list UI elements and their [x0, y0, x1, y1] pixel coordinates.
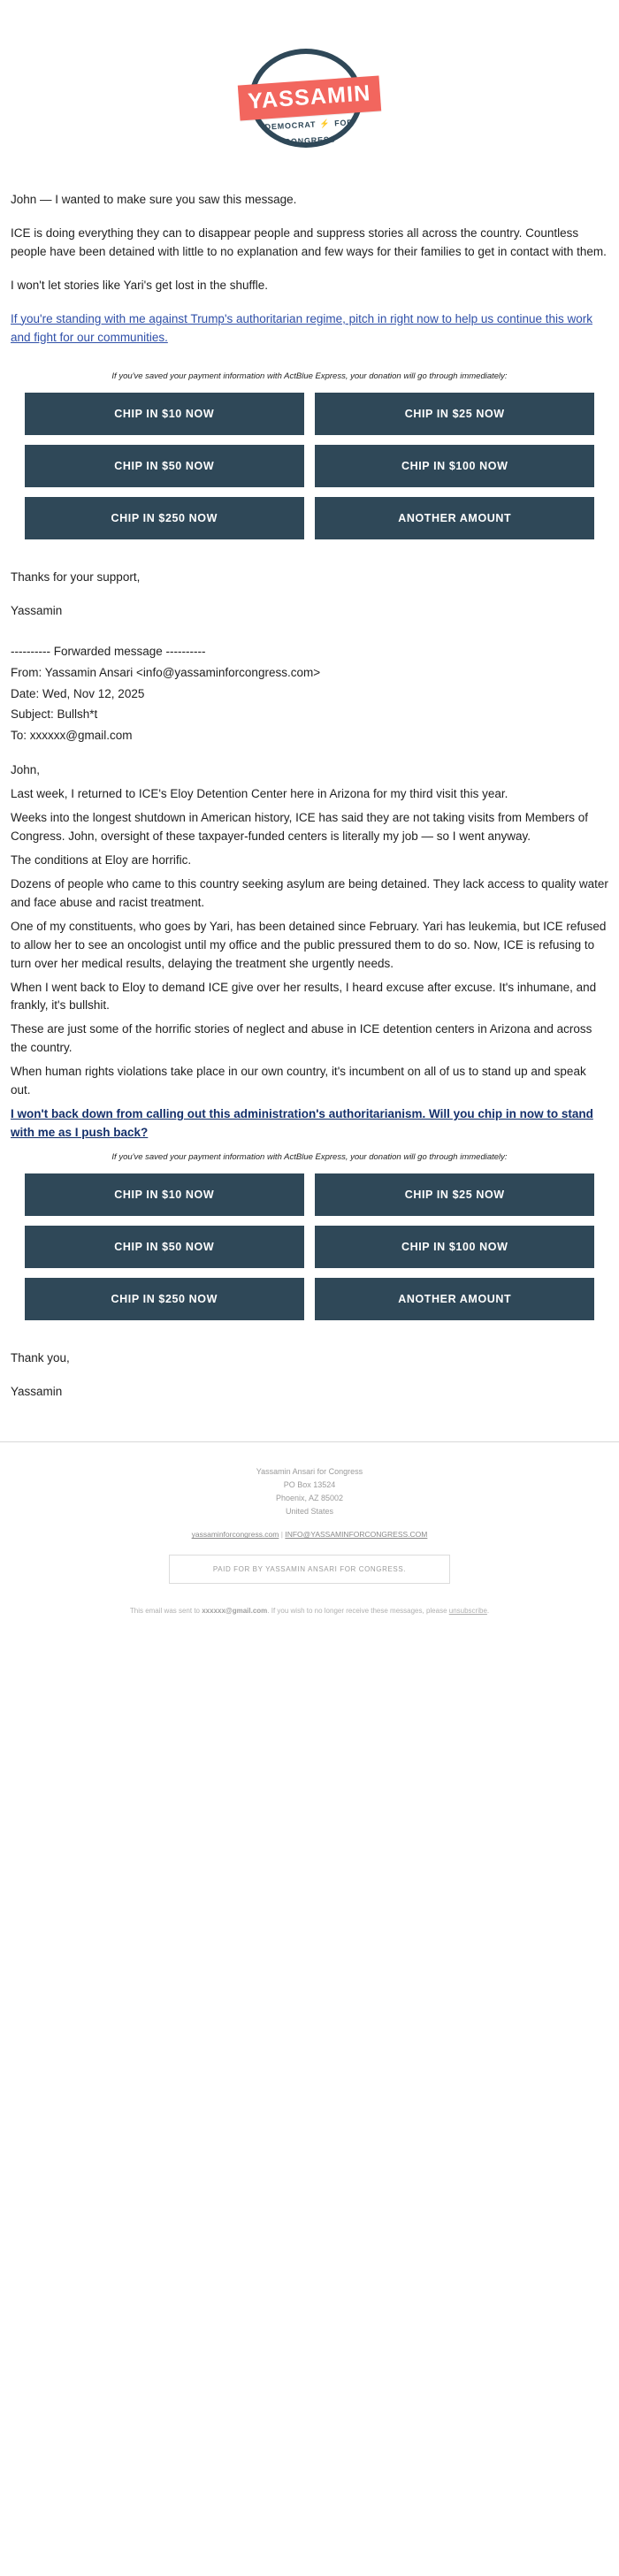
chip-in-25-button-bottom[interactable]: CHIP IN $25 NOW: [315, 1173, 594, 1216]
unsubscribe-email: xxxxxx@gmail.com: [202, 1607, 268, 1616]
forwarded-divider: ---------- Forwarded message ----------: [11, 644, 206, 658]
forwarded-paragraph-8: When human rights violations take place in our own country, it's incumbent on all of us to stand up and speak out.: [11, 1065, 586, 1097]
chip-in-250-button-top[interactable]: CHIP IN $250 NOW: [25, 497, 304, 539]
chip-in-50-button-top[interactable]: CHIP IN $50 NOW: [25, 445, 304, 487]
intro-paragraph-3: I won't let stories like Yari's get lost in the shuffle.: [11, 278, 269, 292]
unsubscribe-link[interactable]: unsubscribe: [448, 1607, 487, 1616]
footer-po-box: PO Box 13524: [283, 1479, 336, 1489]
forwarded-date: Date: Wed, Nov 12, 2025: [11, 686, 145, 700]
campaign-logo: [0, 0, 619, 191]
chip-in-25-button-top[interactable]: CHIP IN $25 NOW: [315, 393, 594, 435]
closing-bottom-signature: Yassamin: [11, 1385, 63, 1399]
forwarded-paragraph-4: Dozens of people who came to this country seeking asylum are being detained. They lack access to quality water and face abuse and racist treatment.: [11, 876, 608, 909]
chip-in-50-button-bottom[interactable]: CHIP IN $50 NOW: [25, 1226, 304, 1268]
intro-cta-link-wrap: [11, 310, 608, 348]
closing-top-thanks: Thanks for your support,: [11, 569, 141, 584]
unsubscribe-prefix: This email was sent to: [129, 1607, 203, 1616]
donation-block-bottom: [0, 1148, 619, 1339]
intro-paragraph-2: ICE is doing everything they can to disappear people and suppress stories all across the country. Countless people have been detained with little to no explanation and few ways for their families to get in contact with them.: [11, 225, 607, 258]
chip-in-10-button-top[interactable]: CHIP IN $10 NOW: [25, 393, 304, 435]
footer-email-link[interactable]: INFO@YASSAMINFORCONGRESS.COM: [285, 1530, 428, 1540]
logo-name-text: YASSAMIN: [247, 80, 372, 114]
closing-top-section: [0, 569, 619, 621]
closing-top-signature: Yassamin: [11, 603, 63, 617]
forwarded-message-section: [0, 636, 619, 1143]
email-footer: [0, 1441, 619, 1650]
unsubscribe-suffix: .: [486, 1607, 490, 1616]
chip-in-250-button-bottom[interactable]: CHIP IN $250 NOW: [25, 1278, 304, 1320]
forwarded-to: To: xxxxxx@gmail.com: [11, 729, 133, 743]
donation-note-top: If you've saved your payment information with ActBlue Express, your donation will go through immediately:: [111, 371, 508, 381]
lightning-bolt-icon: ⚡: [319, 118, 331, 129]
forwarded-paragraph-6: When I went back to Eloy to demand ICE give over her results, I heard excuse after excuse. It's inhumane, and frankly, it's bullshit.: [11, 980, 597, 1013]
another-amount-button-bottom[interactable]: ANOTHER AMOUNT: [315, 1278, 594, 1320]
unsubscribe-middle: . If you wish to no longer receive these messages, please: [267, 1607, 449, 1616]
forwarded-cta-link-wrap: [11, 1105, 608, 1143]
unsubscribe-line: [18, 1607, 601, 1615]
footer-website-link[interactable]: yassaminforcongress.com: [191, 1530, 279, 1540]
footer-city: Phoenix, AZ 85002: [275, 1493, 344, 1502]
intro-paragraph-1: John — I wanted to make sure you saw this message.: [11, 193, 297, 206]
donation-block-top: [0, 367, 619, 558]
intro-cta-link[interactable]: If you're standing with me against Trump's authoritarian regime, pitch in right now to help us continue this work and fight for our communities.: [11, 311, 592, 344]
forwarded-paragraph-5: One of my constituents, who goes by Yari, has been detained since February. Yari has leukemia, but ICE refused to allow her to see an oncologist until my office and the public pressured them to do so. Now, ICE is refusing to turn over her medical results, delaying the treatment she urgently needs.: [11, 919, 607, 970]
closing-bottom-section: [0, 1349, 619, 1402]
donation-button-grid-top: [25, 393, 594, 549]
chip-in-100-button-bottom[interactable]: CHIP IN $100 NOW: [315, 1226, 594, 1268]
forwarded-greeting: John,: [11, 763, 41, 777]
forwarded-paragraph-7: These are just some of the horrific stories of neglect and abuse in ICE detention centers in Arizona and across the country.: [11, 1022, 592, 1055]
footer-links: [18, 1530, 601, 1539]
forwarded-subject: Subject: Bullsh*t: [11, 707, 98, 722]
intro-section: [0, 191, 619, 348]
closing-bottom-thanks: Thank you,: [11, 1351, 70, 1365]
logo-tagline: [238, 112, 381, 151]
footer-link-separator: |: [280, 1530, 283, 1540]
footer-country: United States: [285, 1506, 334, 1516]
forwarded-paragraph-2: Weeks into the longest shutdown in American history, ICE has said they are not taking visits from Members of Congress. John, oversight of these taxpayer-funded centers is literally my job — so I went anyway.: [11, 811, 589, 844]
chip-in-10-button-bottom[interactable]: CHIP IN $10 NOW: [25, 1173, 304, 1216]
paid-for-disclaimer: PAID FOR BY YASSAMIN ANSARI FOR CONGRESS.: [169, 1555, 450, 1584]
donation-button-grid-bottom: [25, 1173, 594, 1330]
footer-org: Yassamin Ansari for Congress: [256, 1467, 363, 1477]
forwarded-from: From: Yassamin Ansari <info@yassaminforcongress.com>: [11, 665, 321, 679]
forwarded-paragraph-1: Last week, I returned to ICE's Eloy Detention Center here in Arizona for my third visit this year.: [11, 787, 508, 801]
logo-graphic: [239, 49, 380, 151]
chip-in-100-button-top[interactable]: CHIP IN $100 NOW: [315, 445, 594, 487]
forwarded-paragraph-3: The conditions at Eloy are horrific.: [11, 852, 192, 867]
logo-tagline-right: FOR CONGRESS: [284, 118, 354, 147]
donation-note-bottom: If you've saved your payment information with ActBlue Express, your donation will go through immediately:: [111, 1151, 508, 1162]
another-amount-button-top[interactable]: ANOTHER AMOUNT: [315, 497, 594, 539]
forwarded-cta-link[interactable]: I won't back down from calling out this administration's authoritarianism. Will you chip in now to stand with me as I push back?: [11, 1107, 593, 1139]
logo-tagline-left: DEMOCRAT: [264, 119, 317, 132]
